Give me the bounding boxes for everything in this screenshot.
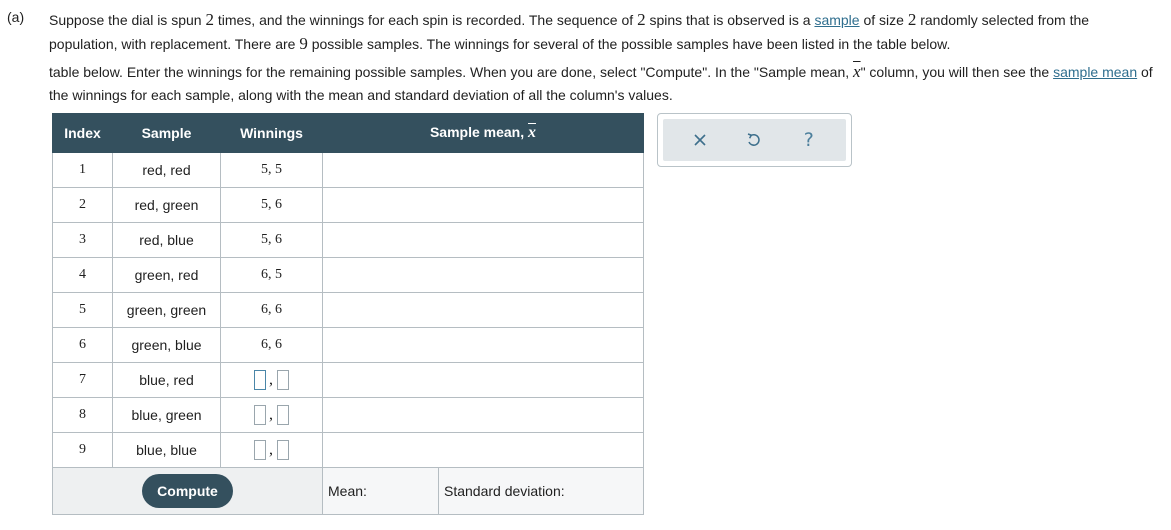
sd-label: Standard deviation: bbox=[444, 483, 565, 499]
row-sample: blue, green bbox=[113, 398, 221, 433]
table-row bbox=[53, 223, 644, 258]
table-row bbox=[53, 433, 644, 468]
toolbox-inner bbox=[663, 119, 846, 161]
table-row bbox=[53, 328, 644, 363]
row-sample-mean bbox=[323, 398, 644, 433]
row-winnings: 5, 6 bbox=[221, 188, 323, 223]
row-winnings: 5, 5 bbox=[221, 153, 323, 188]
row-index: 1 bbox=[53, 153, 113, 188]
header-winnings: Winnings bbox=[221, 114, 323, 153]
table-row bbox=[53, 363, 644, 398]
row-sample: green, red bbox=[113, 258, 221, 293]
winning-1-input[interactable] bbox=[254, 405, 266, 425]
header-sample: Sample bbox=[113, 114, 221, 153]
mean-label: Mean: bbox=[323, 468, 439, 514]
close-icon[interactable] bbox=[685, 125, 715, 155]
answer-toolbox bbox=[657, 113, 852, 167]
winning-1-input[interactable] bbox=[254, 440, 266, 460]
header-index: Index bbox=[53, 114, 113, 153]
row-winnings: 6, 6 bbox=[221, 293, 323, 328]
row-sample-mean bbox=[323, 433, 644, 468]
compute-button[interactable]: Compute bbox=[142, 474, 233, 508]
summary-row bbox=[53, 468, 644, 515]
row-winnings-inputs: , bbox=[221, 363, 323, 398]
table-row bbox=[53, 188, 644, 223]
row-winnings-inputs: , bbox=[221, 398, 323, 433]
question-prompt bbox=[49, 8, 1161, 107]
row-sample: green, blue bbox=[113, 328, 221, 363]
row-sample: red, green bbox=[113, 188, 221, 223]
winning-2-input[interactable] bbox=[277, 440, 289, 460]
row-index: 5 bbox=[53, 293, 113, 328]
row-sample: green, green bbox=[113, 293, 221, 328]
row-sample-mean bbox=[323, 328, 644, 363]
stats-cell bbox=[323, 468, 644, 515]
row-winnings: 5, 6 bbox=[221, 223, 323, 258]
row-sample-mean bbox=[323, 153, 644, 188]
row-sample: red, red bbox=[113, 153, 221, 188]
sample-link[interactable]: sample bbox=[814, 12, 860, 28]
sample-mean-link[interactable]: sample mean bbox=[1053, 64, 1138, 80]
part-label: (a) bbox=[7, 9, 25, 25]
winning-2-input[interactable] bbox=[277, 370, 289, 390]
row-winnings: 6, 5 bbox=[221, 258, 323, 293]
table-row bbox=[53, 398, 644, 433]
row-sample: red, blue bbox=[113, 223, 221, 258]
row-index: 4 bbox=[53, 258, 113, 293]
row-index: 6 bbox=[53, 328, 113, 363]
samples-table bbox=[52, 113, 644, 515]
row-index: 8 bbox=[53, 398, 113, 433]
table-row bbox=[53, 153, 644, 188]
row-sample: blue, red bbox=[113, 363, 221, 398]
prompt-paragraph-1: Suppose the dial is spun 2 times, and the winnings for each spin is recorded. The sequence of 2 spins that is observed is a sample of size 2 randomly selected from the population, with replacement. There are 9 possible samples. The winnings for several of the possible samples have been listed in the table below. bbox=[49, 10, 1090, 53]
row-sample: blue, blue bbox=[113, 433, 221, 468]
undo-icon[interactable] bbox=[739, 125, 769, 155]
row-index: 3 bbox=[53, 223, 113, 258]
row-sample-mean bbox=[323, 293, 644, 328]
row-winnings-inputs: , bbox=[221, 433, 323, 468]
table-header-row bbox=[53, 114, 644, 153]
row-index: 9 bbox=[53, 433, 113, 468]
help-icon[interactable]: ? bbox=[803, 129, 814, 151]
row-sample-mean bbox=[323, 223, 644, 258]
row-index: 7 bbox=[53, 363, 113, 398]
winning-2-input[interactable] bbox=[277, 405, 289, 425]
row-sample-mean bbox=[323, 258, 644, 293]
row-winnings: 6, 6 bbox=[221, 328, 323, 363]
row-sample-mean bbox=[323, 363, 644, 398]
prompt-paragraph-2: table below. Enter the winnings for the remaining possible samples. When you are done, select "Compute". In the "Sample mean, x" column, you will then see the sample mean of the winnings for each sample, along with the mean and standard deviation of all the column's values. bbox=[49, 62, 1153, 103]
header-sample-mean: Sample mean, x bbox=[323, 114, 644, 153]
winning-1-input[interactable] bbox=[254, 370, 266, 390]
compute-cell bbox=[53, 468, 323, 515]
row-index: 2 bbox=[53, 188, 113, 223]
table-row bbox=[53, 258, 644, 293]
row-sample-mean bbox=[323, 188, 644, 223]
table-row bbox=[53, 293, 644, 328]
